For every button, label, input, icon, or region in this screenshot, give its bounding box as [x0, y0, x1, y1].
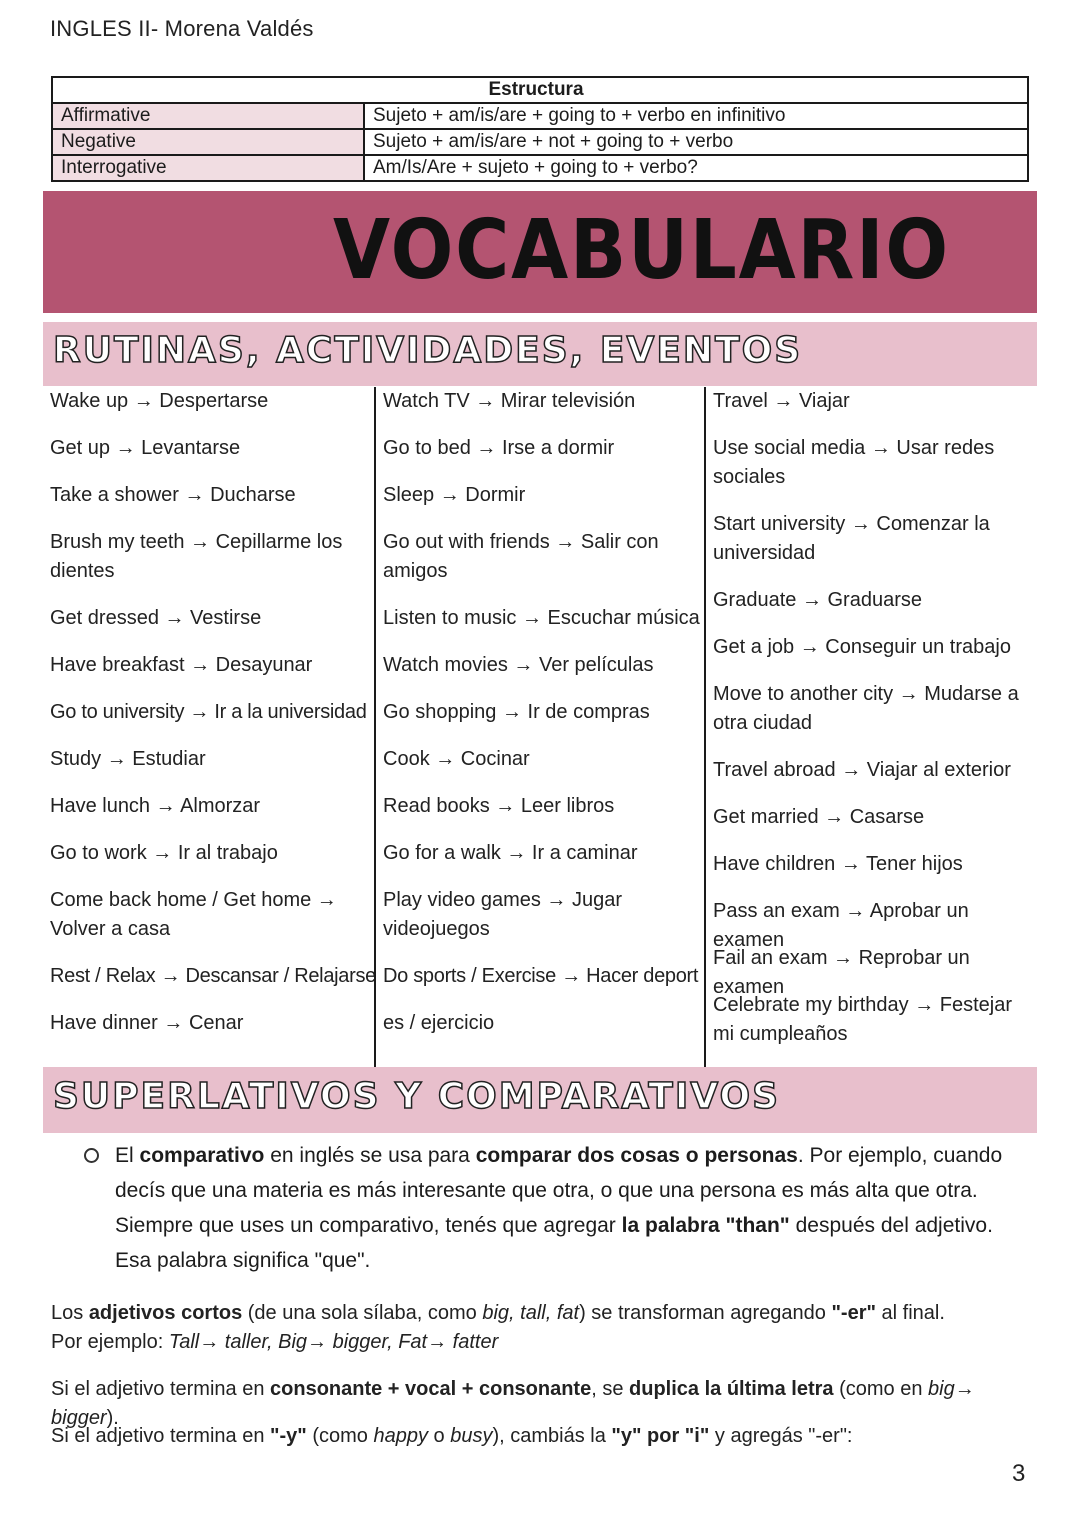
vocab-item: Use social media → Usar redes sociales — [713, 437, 995, 488]
vocab-item: Go to work → Ir al trabajo — [50, 842, 278, 864]
vocab-item: Get a job → Conseguir un trabajo — [713, 636, 1011, 658]
bullet-circle-icon — [84, 1148, 99, 1163]
structure-value: Sujeto + am/is/are + not + going to + verbo — [364, 129, 1028, 155]
vocab-item: Read books → Leer libros — [383, 795, 615, 817]
comparative-bullet — [84, 1138, 1029, 1278]
vocab-item: Wake up → Despertarse — [50, 390, 269, 412]
vocab-item: Go to bed → Irse a dormir — [383, 437, 615, 459]
vocab-item: Watch movies → Ver películas — [383, 654, 654, 676]
vocab-item: Sleep → Dormir — [383, 484, 526, 506]
vocabulary-column-1 — [43, 387, 376, 1067]
vocabulary-grid — [43, 387, 1037, 1067]
vocab-item: Have children → Tener hijos — [713, 853, 963, 875]
structure-row-negative — [52, 129, 1028, 155]
vocab-item: Listen to music → Escuchar música — [383, 607, 700, 629]
vocab-item: Have dinner → Cenar — [50, 1012, 244, 1034]
structure-value: Am/Is/Are + sujeto + going to + verbo? — [364, 155, 1028, 181]
vocab-item: Move to another city → Mudarse a otra ciudad — [713, 683, 1019, 734]
structure-table — [51, 76, 1029, 182]
vocab-item: Do sports / Exercise → Hacer deport — [383, 965, 699, 987]
page-number: 3 — [1012, 1460, 1026, 1487]
vocabulary-banner — [43, 191, 1037, 313]
vocab-item: Have lunch → Almorzar — [50, 795, 261, 817]
vocab-item: Go to university → Ir a la universidad — [50, 701, 367, 723]
vocab-item: Study → Estudiar — [50, 748, 206, 770]
vocab-item: Have breakfast → Desayunar — [50, 654, 313, 676]
vocab-item: Pass an exam → Aprobar un examen — [713, 900, 969, 951]
vocab-item: Get married → Casarse — [713, 806, 925, 828]
structure-row-affirmative — [52, 103, 1028, 129]
vocab-item: Start university → Comenzar la universidad — [713, 513, 990, 564]
vocab-item: Go out with friends → Salir con amigos — [383, 531, 659, 582]
vocab-item: Come back home / Get home → Volver a casa — [50, 889, 337, 940]
comparatives-section-title: SUPERLATIVOS Y COMPARATIVOS — [53, 1076, 780, 1117]
vocab-item: Brush my teeth → Cepillarme los dientes — [50, 531, 343, 582]
vocabulary-column-3 — [704, 387, 1039, 1067]
vocab-item: Fail an exam → Reprobar un examen — [713, 947, 970, 998]
routines-section-band — [43, 322, 1037, 386]
vocab-item: Get up → Levantarse — [50, 437, 241, 459]
vocab-item: Travel abroad → Viajar al exterior — [713, 759, 1011, 781]
document-header: INGLES II- Morena Valdés — [50, 16, 314, 41]
vocab-item: Travel → Viajar — [713, 390, 850, 412]
vocab-item: Watch TV → Mirar televisión — [383, 390, 636, 412]
vocab-item: Go for a walk → Ir a caminar — [383, 842, 638, 864]
vocab-item: Graduate → Graduarse — [713, 589, 922, 611]
vocab-item: Celebrate my birthday → Festejar mi cumpleaños — [713, 994, 1013, 1045]
structure-table-header-row — [52, 77, 1028, 103]
vocab-item: Get dressed → Vestirse — [50, 607, 262, 629]
vocab-item: Take a shower → Ducharse — [50, 484, 296, 506]
structure-table-title: Estructura — [52, 77, 1028, 103]
vocabulary-title: VOCABULARIO — [333, 203, 950, 298]
vocab-item: Rest / Relax → Descansar / Relajarse — [50, 965, 376, 987]
vocabulary-column-2 — [374, 387, 706, 1067]
structure-label: Negative — [52, 129, 364, 155]
cvc-rule: Si el adjetivo termina en consonante + vocal + consonante, se duplica la última letra (como en big→ bigger). — [51, 1378, 975, 1429]
vocab-item: es / ejercicio — [383, 1012, 495, 1034]
comparatives-section-band — [43, 1067, 1037, 1133]
short-adjectives-rule: Los adjetivos cortos (de una sola sílaba, como big, tall, fat) se transforman agregando "-er" al final. — [51, 1302, 945, 1324]
vocab-item: Play video games → Jugar videojuegos — [383, 889, 623, 940]
y-ending-rule: Si el adjetivo termina en "-y" (como happy o busy), cambiás la "y" por "i" y agregás "-er": — [51, 1425, 853, 1447]
structure-label: Affirmative — [52, 103, 364, 129]
structure-label: Interrogative — [52, 155, 364, 181]
vocab-item: Go shopping → Ir de compras — [383, 701, 650, 723]
vocab-item: Cook → Cocinar — [383, 748, 530, 770]
structure-row-interrogative — [52, 155, 1028, 181]
comparative-explanation: El comparativo en inglés se usa para comparar dos cosas o personas. Por ejemplo, cuando decís que una materia es más interesante que otra, o que una persona es más alta que otra. Siempre que uses un comparativo, tenés que agregar la palabra "than" después del adjetivo. Esa palabra significa "que". — [115, 1144, 1003, 1272]
routines-section-title: RUTINAS, ACTIVIDADES, EVENTOS — [53, 330, 803, 371]
structure-value: Sujeto + am/is/are + going to + verbo en infinitivo — [364, 103, 1028, 129]
short-adjectives-example: Por ejemplo: Tall→ taller, Big→ bigger, Fat→ fatter — [51, 1331, 499, 1353]
